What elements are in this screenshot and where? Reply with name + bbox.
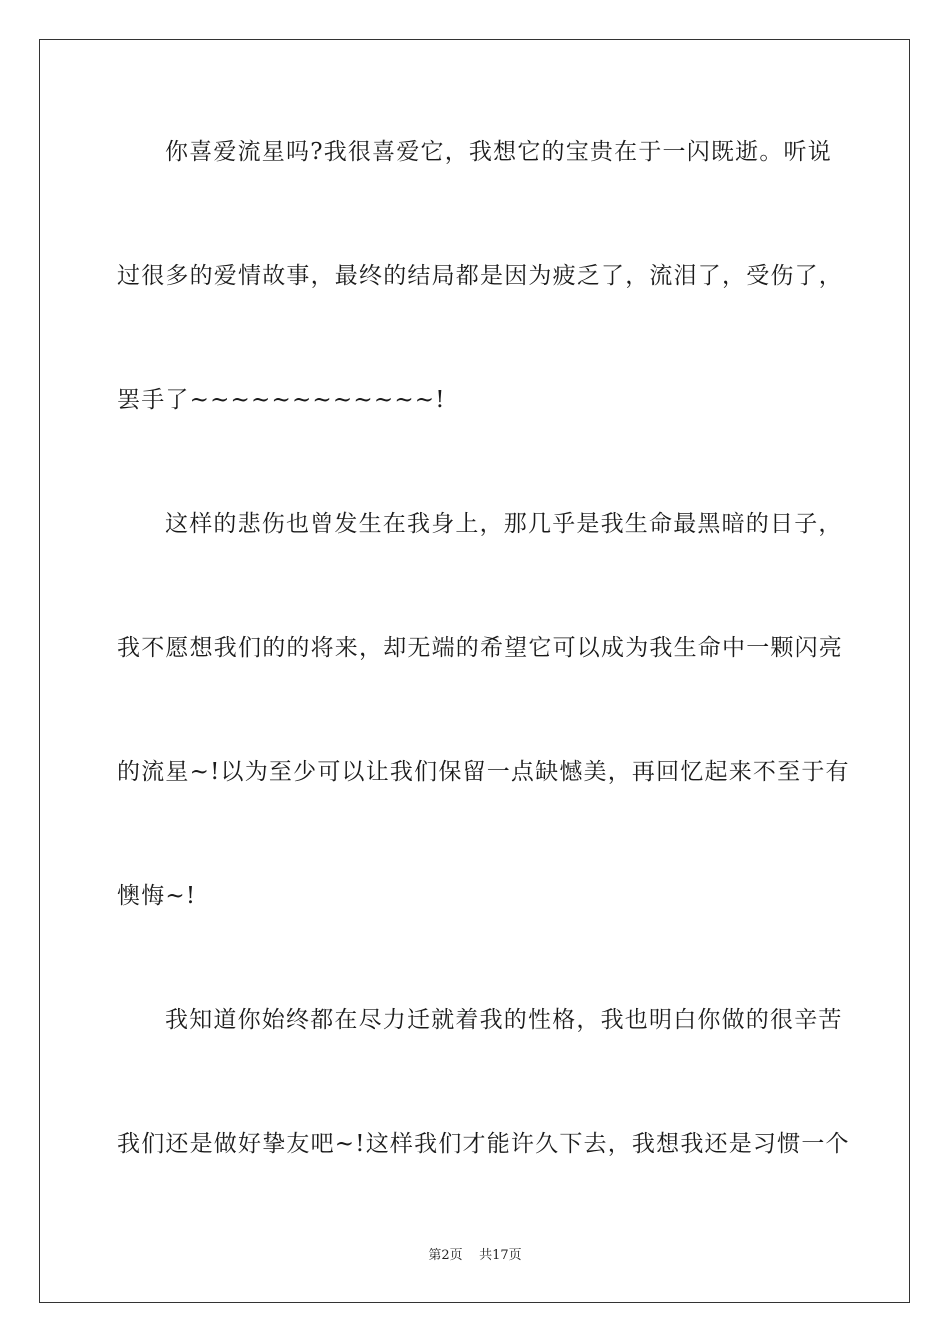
text-line: 我不愿想我们的的将来，却无端的希望它可以成为我生命中一颗闪亮 (117, 635, 843, 661)
text-line: 这样的悲伤也曾发生在我身上，那几乎是我生命最黑暗的日子， (165, 511, 843, 537)
text-line: 懊悔~! (117, 883, 197, 909)
text-line: 的流星~!以为至少可以让我们保留一点缺憾美，再回忆起来不至于有 (117, 759, 850, 785)
text-line: 我们还是做好挚友吧~!这样我们才能许久下去，我想我还是习惯一个 (117, 1131, 850, 1157)
page-footer (0, 1247, 950, 1265)
text-line: 我知道你始终都在尽力迁就着我的性格，我也明白你做的很辛苦 (165, 1007, 843, 1033)
page-frame (39, 39, 910, 1303)
page-number: 第2页 (428, 1248, 463, 1263)
text-line: 罢手了~~~~~~~~~~~~! (117, 387, 446, 413)
text-line: 你喜爱流星吗?我很喜爱它，我想它的宝贵在于一闪既逝。听说 (165, 139, 832, 165)
page-total: 共17页 (479, 1248, 522, 1263)
text-line: 过很多的爱情故事，最终的结局都是因为疲乏了，流泪了，受伤了， (117, 263, 843, 289)
